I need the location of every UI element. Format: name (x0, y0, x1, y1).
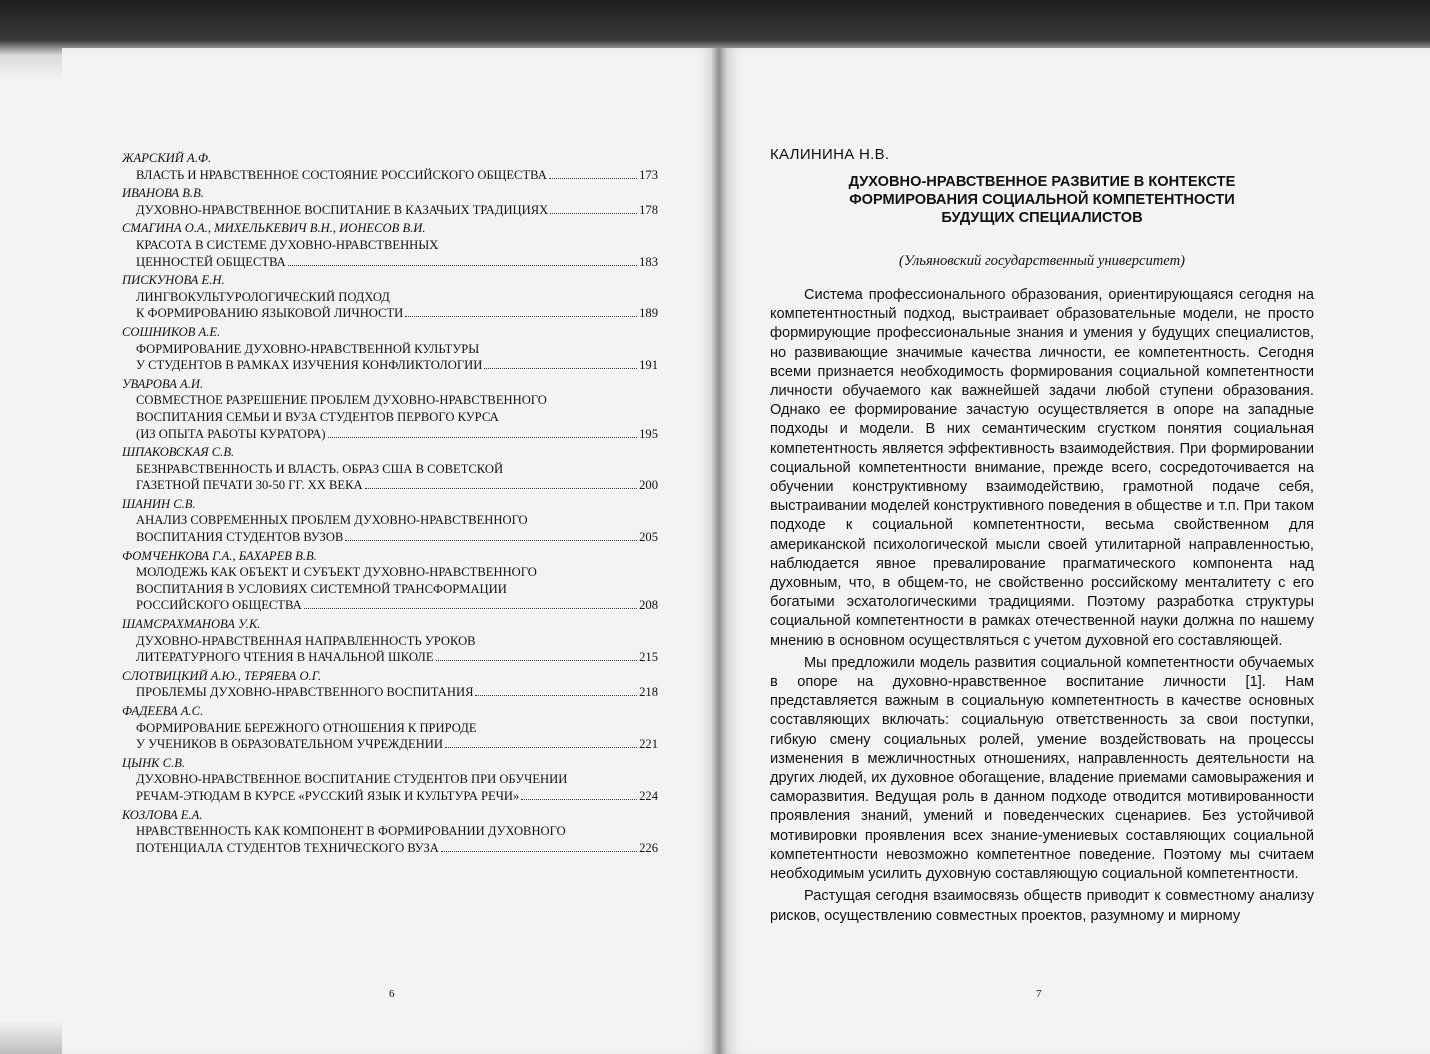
toc-page-number: 224 (639, 788, 658, 803)
right-page-number: 7 (1036, 988, 1042, 1000)
toc-entry (122, 668, 658, 701)
article-paragraph: Мы предложили модель развития социальной компетентности обучаемых в опоре на духовно-нравственное воспитание личности [1]. Нам представляется важным в социальную компетентность в качестве основных составляющих включать: социальную ответственность за свои поступки, гибкую смену социальных ролей, умение воздействовать на процессы изменения в межличностных отношениях, направленность деятельности на других людей, их духовное обогащение, владение приемами самовыражения и саморазвития. Ведущая роль в данном подходе отводится мотивированности проявления знаний, умений и поведенческих сценариев. Без устойчивой мотивировки проявления всех знание-умениевых составляющих социальной компетентности невозможно компетентное поведение. Поэтому мы считаем необходимым усилить духовную составляющую социальной компетентности. (770, 654, 1314, 883)
toc-leader-dots (445, 737, 637, 748)
article-body (770, 286, 1314, 926)
article-title-line: БУДУЩИХ СПЕЦИАЛИСТОВ (941, 210, 1143, 226)
toc-entry (122, 272, 658, 322)
toc-author: ШАМСРАХМАНОВА У.К. (122, 617, 261, 632)
toc-author: СЛОТВИЦКИЙ А.Ю., ТЕРЯЕВА О.Г. (122, 668, 322, 683)
toc-title-line: ЛИТЕРАТУРНОГО ЧТЕНИЯ В НАЧАЛЬНОЙ ШКОЛЕ (136, 650, 434, 665)
article-title-line: ДУХОВНО-НРАВСТВЕННОЕ РАЗВИТИЕ В КОНТЕКСТЕ (848, 174, 1236, 190)
toc-title-line: ФОРМИРОВАНИЕ ДУХОВНО-НРАВСТВЕННОЙ КУЛЬТУРЫ (136, 341, 480, 356)
toc-title-line: ФОРМИРОВАНИЕ БЕРЕЖНОГО ОТНОШЕНИЯ К ПРИРОДЕ (136, 720, 477, 735)
toc-entry (122, 616, 658, 666)
toc-leader-dots (550, 203, 637, 214)
toc-author: ФАДЕЕВА А.С. (122, 704, 204, 718)
table-of-contents (122, 150, 658, 858)
toc-author: ИВАНОВА В.В. (122, 186, 204, 201)
toc-title-line: ПОТЕНЦИАЛА СТУДЕНТОВ ТЕХНИЧЕСКОГО ВУЗА (136, 840, 439, 855)
toc-author: ШАНИН С.В. (122, 496, 196, 511)
toc-title (122, 684, 658, 701)
toc-leader-dots (288, 255, 637, 266)
toc-page-number: 226 (639, 840, 658, 855)
toc-leader-dots (405, 306, 637, 317)
toc-entry (122, 703, 658, 753)
toc-title (122, 392, 658, 442)
toc-title-line: АНАЛИЗ СОВРЕМЕННЫХ ПРОБЛЕМ ДУХОВНО-НРАВСТВЕННОГО (136, 513, 528, 528)
toc-entry (122, 376, 658, 442)
book-gutter (712, 48, 726, 1054)
toc-title-line: ЦЕННОСТЕЙ ОБЩЕСТВА (136, 254, 286, 269)
toc-entry (122, 324, 658, 374)
toc-title-line: СОВМЕСТНОЕ РАЗРЕШЕНИЕ ПРОБЛЕМ ДУХОВНО-НРАВСТВЕННОГО (136, 393, 547, 408)
toc-page-number: 178 (639, 202, 658, 217)
article-title-line: ФОРМИРОВАНИЯ СОЦИАЛЬНОЙ КОМПЕТЕНТНОСТИ (849, 192, 1235, 208)
toc-title (122, 289, 658, 322)
article-author: КАЛИНИНА Н.В. (770, 146, 890, 163)
toc-entry (122, 548, 658, 614)
toc-author: ЖАРСКИЙ А.Ф. (122, 151, 212, 165)
toc-leader-dots (436, 650, 638, 661)
toc-page-number: 200 (639, 478, 658, 493)
toc-title (122, 167, 658, 184)
toc-title-line: БЕЗНРАВСТВЕННОСТЬ И ВЛАСТЬ. ОБРАЗ США В СОВЕТСКОЙ (136, 461, 504, 476)
toc-page-number: 189 (639, 306, 658, 321)
toc-title-line: ГАЗЕТНОЙ ПЕЧАТИ 30-50 ГГ. XX ВЕКА (136, 478, 363, 493)
toc-page-number: 173 (639, 167, 658, 182)
toc-page-number: 205 (639, 530, 658, 545)
toc-leader-dots (484, 358, 637, 369)
toc-title-line: ЛИНГВОКУЛЬТУРОЛОГИЧЕСКИЙ ПОДХОД (136, 289, 390, 304)
toc-author: ПИСКУНОВА Е.Н. (122, 273, 225, 288)
toc-title-line: ВОСПИТАНИЯ СЕМЬИ И ВУЗА СТУДЕНТОВ ПЕРВОГО КУРСА (136, 409, 499, 424)
toc-title (122, 202, 658, 219)
toc-title (122, 237, 658, 270)
toc-entry (122, 185, 658, 218)
toc-page-number: 195 (639, 426, 658, 441)
toc-title-line: К ФОРМИРОВАНИЮ ЯЗЫКОВОЙ ЛИЧНОСТИ (136, 306, 404, 321)
toc-page-number: 208 (639, 598, 658, 613)
toc-title (122, 823, 658, 856)
toc-leader-dots (304, 598, 637, 609)
toc-title-line: У СТУДЕНТОВ В РАМКАХ ИЗУЧЕНИЯ КОНФЛИКТОЛОГИИ (136, 358, 483, 373)
toc-title-line: ВОСПИТАНИЯ СТУДЕНТОВ ВУЗОВ (136, 530, 344, 545)
toc-title-line: КРАСОТА В СИСТЕМЕ ДУХОВНО-НРАВСТВЕННЫХ (136, 237, 439, 252)
toc-author: СМАГИНА О.А., МИХЕЛЬКЕВИЧ В.Н., ИОНЕСОВ В.И. (122, 221, 426, 236)
article-title (770, 173, 1314, 227)
toc-title (122, 720, 658, 753)
toc-title-line: МОЛОДЕЖЬ КАК ОБЪЕКТ И СУБЪЕКТ ДУХОВНО-НРАВСТВЕННОГО (136, 565, 537, 580)
toc-author: УВАРОВА А.И. (122, 376, 204, 391)
toc-title-line: У УЧЕНИКОВ В ОБРАЗОВАТЕЛЬНОМ УЧРЕЖДЕНИИ (136, 737, 444, 752)
toc-title-line: ДУХОВНО-НРАВСТВЕННОЕ ВОСПИТАНИЕ СТУДЕНТОВ ПРИ ОБУЧЕНИИ (136, 772, 568, 787)
toc-page-number: 191 (639, 358, 658, 373)
toc-title (122, 771, 658, 804)
toc-title (122, 564, 658, 614)
toc-leader-dots (328, 427, 638, 438)
toc-title-line: ДУХОВНО-НРАВСТВЕННАЯ НАПРАВЛЕННОСТЬ УРОКОВ (136, 633, 476, 648)
toc-title-line: (ИЗ ОПЫТА РАБОТЫ КУРАТОРА) (136, 426, 326, 441)
toc-leader-dots (549, 168, 637, 179)
toc-title (122, 341, 658, 374)
toc-title-line: ПРОБЛЕМЫ ДУХОВНО-НРАВСТВЕННОГО ВОСПИТАНИЯ (136, 685, 474, 700)
toc-title (122, 461, 658, 494)
article (770, 146, 1314, 926)
article-paragraph: Растущая сегодня взаимосвязь обществ приводит к совместному анализу рисков, осуществлению совместных проектов, разумному и мирному (770, 888, 1314, 924)
toc-leader-dots (521, 789, 637, 800)
toc-title-line: НРАВСТВЕННОСТЬ КАК КОМПОНЕНТ В ФОРМИРОВАНИИ ДУХОВНОГО (136, 824, 566, 839)
toc-title (122, 512, 658, 545)
toc-leader-dots (441, 841, 637, 852)
toc-author: КОЗЛОВА Е.А. (122, 807, 203, 822)
toc-title-line: ВЛАСТЬ И НРАВСТВЕННОЕ СОСТОЯНИЕ РОССИЙСКОГО ОБЩЕСТВА (136, 167, 547, 182)
toc-entry (122, 444, 658, 494)
toc-title-line: РЕЧАМ-ЭТЮДАМ В КУРСЕ «РУССКИЙ ЯЗЫК И КУЛЬТУРА РЕЧИ» (136, 788, 520, 803)
toc-author: СОШНИКОВ А.Е. (122, 324, 221, 339)
toc-entry (122, 496, 658, 546)
toc-author: ФОМЧЕНКОВА Г.А., БАХАРЕВ В.В. (122, 548, 317, 563)
toc-title-line: РОССИЙСКОГО ОБЩЕСТВА (136, 598, 302, 613)
toc-title (122, 633, 658, 666)
toc-entry (122, 807, 658, 857)
toc-title-line: ДУХОВНО-НРАВСТВЕННОЕ ВОСПИТАНИЕ В КАЗАЧЬИХ ТРАДИЦИЯХ (136, 202, 549, 217)
toc-entry (122, 755, 658, 805)
toc-page-number: 218 (639, 685, 658, 700)
toc-page-number: 183 (639, 254, 658, 269)
toc-page-number: 221 (639, 737, 658, 752)
toc-leader-dots (365, 478, 638, 489)
article-affiliation: (Ульяновский государственный университет) (898, 253, 1185, 269)
toc-author: ШПАКОВСКАЯ С.В. (122, 445, 235, 460)
toc-author: ЦЫНК С.В. (122, 755, 186, 770)
toc-entry (122, 220, 658, 270)
toc-title-line: ВОСПИТАНИЯ В УСЛОВИЯХ СИСТЕМНОЙ ТРАНСФОРМАЦИИ (136, 581, 507, 596)
toc-entry (122, 150, 658, 183)
toc-leader-dots (345, 530, 637, 541)
toc-leader-dots (475, 685, 637, 696)
toc-page-number: 215 (639, 650, 658, 665)
left-page-number: 6 (389, 988, 395, 1000)
article-paragraph: Система профессионального образования, ориентирующаяся сегодня на компетентностный подход, выстраивает образовательные модели, не просто формирующие профессиональные знания и умения у будущих специалистов, но развивающие значимые качества личности, ее компетентность. Сегодня всеми признается необходимость формирования социальной компетентности личности обучаемого как важнейшей задачи любой ступени образования. Однако ее формирование зачастую осуществляется в опоре на западные подходы и модели. В них семантическим сгустком понятия социальная компетентность является эффективность взаимодействия. При формировании социальной компетентности внимание, прежде всего, сосредоточивается на обучении конструктивному взаимодействию, грамотной подаче себя, выстраивании моделей конструктивного поведения в обществе и т.п. При таком подходе к социальной компетентности, весьма свойственном для американской психологической мысли своей утилитарной направленностью, наблюдается явное превалирование прагматического компонента над духовным, что, в общем-то, не свойственно российскому менталитету с его богатыми эсхатологическими традициями. Поэтому разработка структуры социальной компетентности в рамках отечественной науки должна по нашему мнению в основном осуществляться с учетом духовной его составляющей. (770, 287, 1314, 649)
